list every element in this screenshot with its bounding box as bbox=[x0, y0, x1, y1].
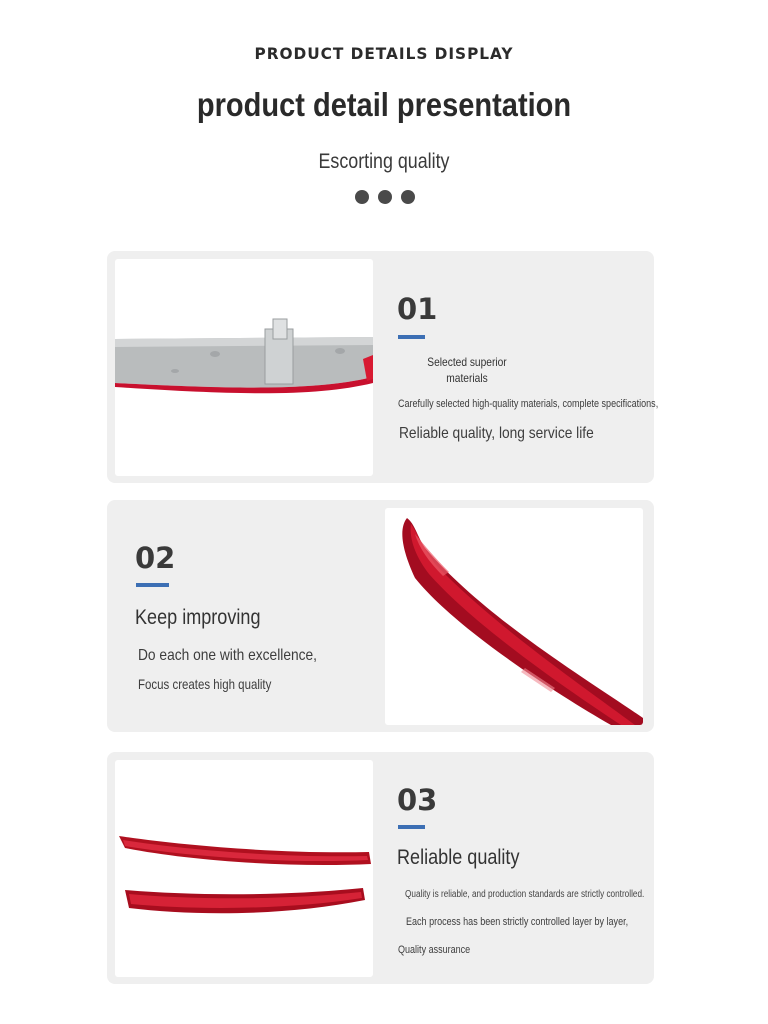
card-3-text-2: Each process has been strictly controlled layer by layer, bbox=[406, 916, 629, 928]
dot-2[interactable] bbox=[378, 190, 392, 204]
dot-1[interactable] bbox=[355, 190, 369, 204]
card-1-accent-bar bbox=[398, 335, 425, 339]
product-photo-bracket bbox=[115, 259, 373, 476]
page-headline: product detail presentation bbox=[196, 86, 572, 123]
detail-card-2 bbox=[107, 500, 654, 732]
reflector-image bbox=[385, 508, 643, 725]
card-3-text-3: Quality assurance bbox=[398, 944, 471, 956]
card-1-title-line-1: Selected superior bbox=[427, 355, 507, 369]
card-3-title: Reliable quality bbox=[397, 846, 520, 869]
card-2-accent-bar bbox=[136, 583, 169, 587]
card-2-text-1: Do each one with excellence, bbox=[138, 647, 317, 664]
card-1-number: 01 bbox=[397, 292, 438, 326]
card-1-title-line-2: materials bbox=[446, 371, 488, 385]
dot-3[interactable] bbox=[401, 190, 415, 204]
product-photo-reflector bbox=[385, 508, 643, 725]
detail-card-1 bbox=[107, 251, 659, 483]
detail-card-3 bbox=[107, 752, 654, 984]
card-1-title bbox=[416, 354, 518, 386]
card-1-text-1: Carefully selected high-quality materials, complete specifications, bbox=[398, 398, 659, 410]
carousel-dots bbox=[355, 190, 415, 204]
reflector-pair-image bbox=[115, 760, 373, 977]
card-1-text-2: Reliable quality, long service life bbox=[399, 425, 594, 442]
page-subline: Escorting quality bbox=[318, 150, 450, 173]
card-2-title: Keep improving bbox=[135, 606, 261, 629]
card-3-number: 03 bbox=[397, 783, 438, 817]
card-2-number: 02 bbox=[135, 541, 176, 575]
card-2-text-2: Focus creates high quality bbox=[138, 676, 272, 692]
bracket-image bbox=[115, 259, 373, 476]
card-3-accent-bar bbox=[398, 825, 425, 829]
page-eyebrow: PRODUCT DETAILS DISPLAY bbox=[254, 44, 514, 63]
card-3-text-1: Quality is reliable, and production standards are strictly controlled. bbox=[405, 889, 645, 900]
product-photo-reflector-pair bbox=[115, 760, 373, 977]
